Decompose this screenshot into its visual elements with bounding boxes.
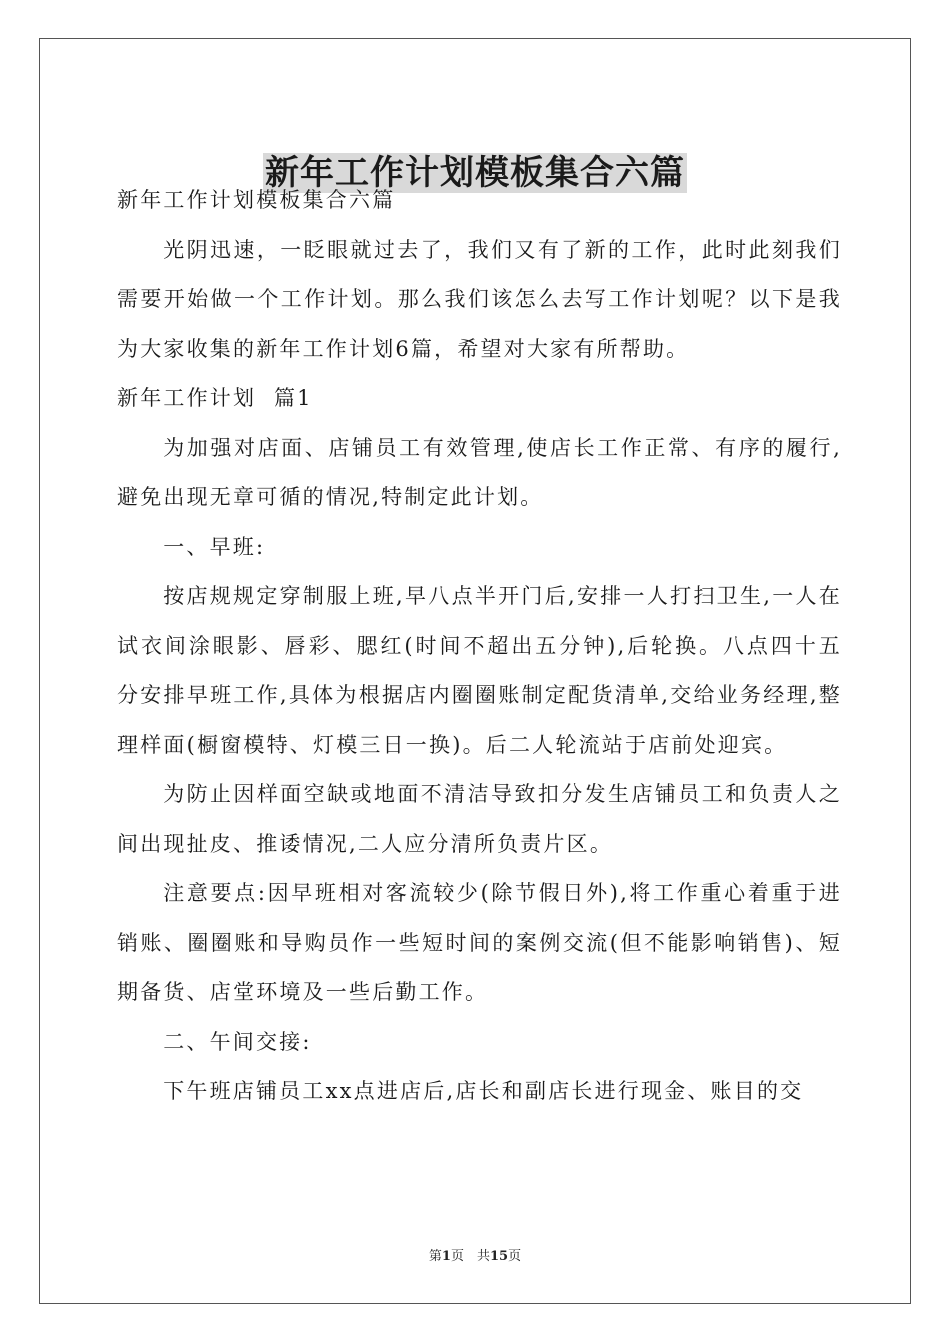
paragraph: 下午班店铺员工xx点进店后,店长和副店长进行现金、账目的交: [163, 1079, 804, 1103]
paragraph: 按店规规定穿制服上班,早八点半开门后,安排一人打扫卫生,一人在试衣间涂眼影、唇彩、腮红(时间不超出五分钟),后轮换。八点四十五分安排早班工作,具体为根据店内圈圈账制定配货清单,交给业务经理,整理样面(橱窗模特、灯模三日一换)。后二人轮流站于店前处迎宾。: [117, 584, 842, 757]
page-prefix: 第: [428, 1249, 442, 1264]
page-total: 15: [489, 1249, 509, 1264]
page-suffix: 页: [508, 1249, 522, 1264]
paragraph: 新年工作计划模板集合六篇: [117, 188, 396, 212]
paragraph: 新年工作计划 篇1: [117, 386, 313, 410]
page-footer: [0, 1248, 950, 1266]
paragraph: 一、早班:: [163, 534, 266, 559]
document-body: [117, 176, 842, 1117]
paragraph: 为加强对店面、店铺员工有效管理,使店长工作正常、有序的履行,避免出现无章可循的情况,特制定此计划。: [117, 435, 842, 509]
page-mid: 页 共: [450, 1249, 490, 1264]
paragraph: 为防止因样面空缺或地面不清洁导致扣分发生店铺员工和负责人之间出现扯皮、推诿情况,二人应分清所负责片区。: [117, 782, 842, 856]
page-current: 1: [441, 1249, 451, 1264]
paragraph: 注意要点:因早班相对客流较少(除节假日外),将工作重心着重于进销账、圈圈账和导购员作一些短时间的案例交流(但不能影响销售)、短期备货、店堂环境及一些后勤工作。: [117, 881, 842, 1004]
paragraph: 二、午间交接:: [163, 1029, 312, 1054]
document-title-text: 新年工作计划模板集合六篇: [265, 152, 685, 193]
paragraph: 光阴迅速，一眨眼就过去了，我们又有了新的工作，此时此刻我们需要开始做一个工作计划。那么我们该怎么去写工作计划呢？以下是我为大家收集的新年工作计划6篇，希望对大家有所帮助。: [117, 237, 842, 361]
